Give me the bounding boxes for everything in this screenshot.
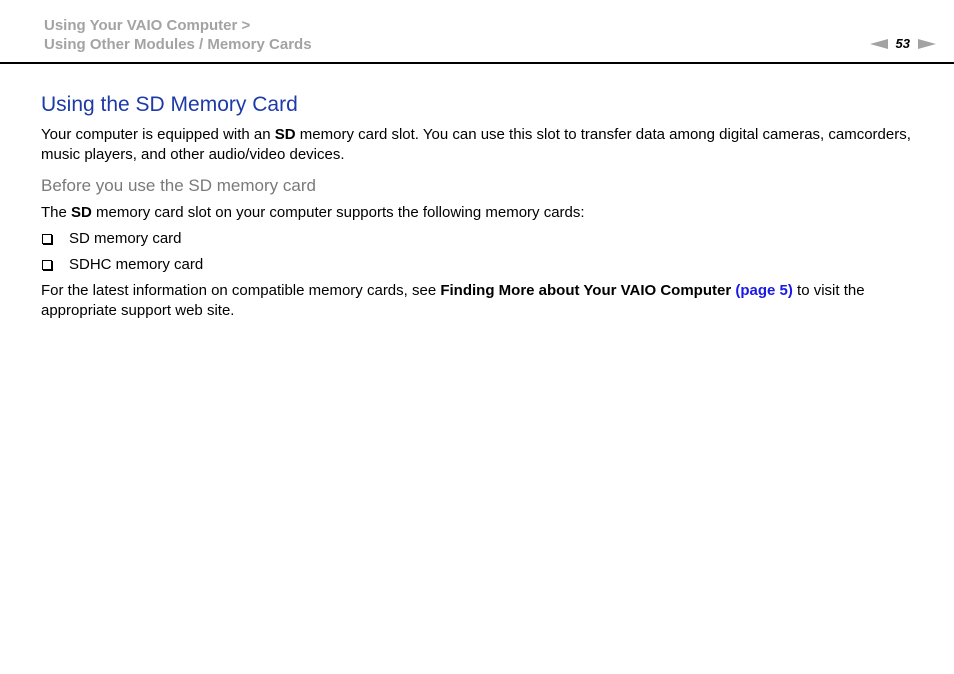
main-content [41, 91, 921, 321]
previous-page-arrow-icon[interactable] [870, 39, 888, 49]
list-item-label: SD memory card [69, 230, 182, 247]
next-page-arrow-icon[interactable] [918, 39, 936, 49]
list-item [41, 255, 921, 275]
intro-paragraph [41, 125, 921, 165]
page-header [0, 0, 954, 64]
page-navigation [870, 36, 936, 51]
latest-text-after: to visit the appropriate support web site. [41, 282, 865, 319]
breadcrumb [44, 16, 312, 54]
memory-card-list [41, 229, 921, 275]
breadcrumb-line-1: Using Your VAIO Computer > [44, 17, 251, 34]
section-title: Using the SD Memory Card [41, 93, 298, 116]
latest-bold-reference: Finding More about Your VAIO Computer [440, 282, 732, 299]
intro-text-after: memory card slot. You can use this slot to transfer data among digital cameras, camcorders, music players, and other audio/video devices. [41, 126, 911, 163]
latest-info-paragraph [41, 281, 921, 321]
list-item-label: SDHC memory card [69, 256, 204, 273]
support-text-before: The [41, 204, 72, 221]
checkbox-bullet-icon [42, 234, 52, 244]
latest-text-before: For the latest information on compatible memory cards, see [41, 282, 441, 299]
page-number: 53 [895, 36, 910, 51]
breadcrumb-line-2: Using Other Modules / Memory Cards [44, 36, 312, 53]
subheading: Before you use the SD memory card [41, 176, 316, 195]
support-bold-sd: SD [71, 204, 92, 221]
intro-bold-sd: SD [274, 126, 296, 143]
support-paragraph [41, 203, 921, 223]
list-item [41, 229, 921, 249]
support-text-after: memory card slot on your computer supports the following memory cards: [91, 204, 585, 221]
page-5-link[interactable]: (page 5) [735, 282, 793, 299]
intro-text-before: Your computer is equipped with an [41, 126, 275, 143]
checkbox-bullet-icon [42, 260, 52, 270]
